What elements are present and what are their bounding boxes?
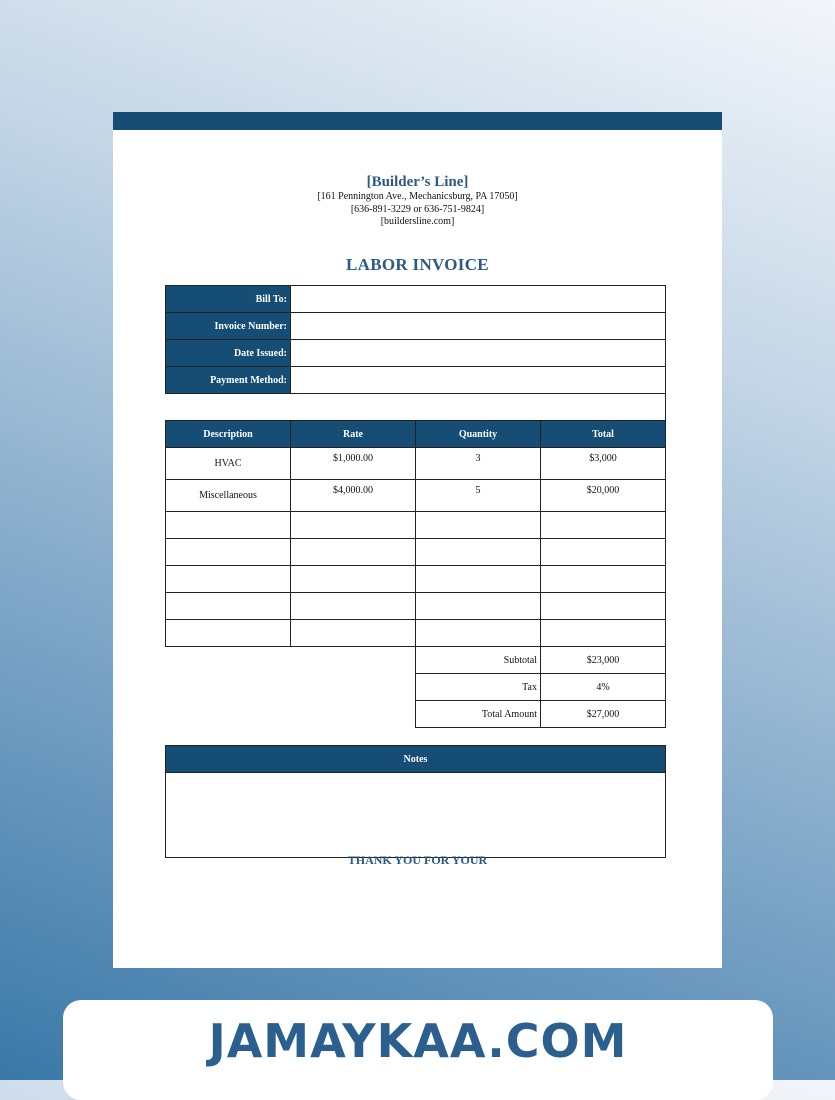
company-phone: [636-891-3229 or 636-751-9824] [350,203,485,215]
empty-cell[interactable] [166,512,291,539]
row-quantity: 5 [416,480,541,512]
date-issued-field[interactable] [291,340,666,367]
invoice-number-field[interactable] [291,313,666,340]
total-amount-value: $27,000 [541,701,666,728]
empty-cell[interactable] [166,620,291,647]
company-block [113,173,722,229]
empty-cell[interactable] [541,539,666,566]
notes-header: Notes [166,746,666,773]
row-description: HVAC [166,448,291,480]
empty-cell[interactable] [166,593,291,620]
blank-cell [291,701,416,728]
empty-cell[interactable] [291,620,416,647]
empty-cell[interactable] [541,512,666,539]
empty-cell[interactable] [416,593,541,620]
row-description: Miscellaneous [166,480,291,512]
total-amount-label: Total Amount [416,701,541,728]
row-quantity: 3 [416,448,541,480]
row-rate: $1,000.00 [291,448,416,480]
table-row-empty [166,620,666,647]
table-row-empty [166,566,666,593]
tax-row [166,674,666,701]
total-header: Total [541,421,666,448]
subtotal-label: Subtotal [416,647,541,674]
empty-cell[interactable] [291,566,416,593]
blank-cell [166,674,291,701]
company-address: [161 Pennington Ave., Mechanicsburg, PA 17050] [317,191,518,202]
blank-cell [166,701,291,728]
table-row-empty [166,593,666,620]
line-items-table [165,420,666,728]
invoice-number-label: Invoice Number: [166,313,291,340]
invoice-title: LABOR INVOICE [346,255,489,274]
invoice-page [113,112,722,968]
empty-cell[interactable] [416,512,541,539]
info-spacer-right [291,394,666,421]
bill-to-field[interactable] [291,286,666,313]
tax-value: 4% [541,674,666,701]
page-top-bar [113,112,722,130]
footer-banner [63,1000,773,1100]
table-row [166,480,666,512]
empty-cell[interactable] [541,620,666,647]
table-row-empty [166,539,666,566]
subtotal-row [166,647,666,674]
row-total: $20,000 [541,480,666,512]
empty-cell[interactable] [541,566,666,593]
notes-field[interactable] [166,773,666,858]
empty-cell[interactable] [416,539,541,566]
company-name: [Builder’s Line] [366,174,469,190]
empty-cell[interactable] [291,512,416,539]
notes-table [165,745,666,858]
company-website: [buildersline.com] [380,216,455,227]
row-rate: $4,000.00 [291,480,416,512]
total-amount-row [166,701,666,728]
tax-label: Tax [416,674,541,701]
thank-you-text: THANK YOU FOR YOUR [347,853,488,867]
empty-cell[interactable] [541,593,666,620]
table-row [166,448,666,480]
invoice-info-table [165,285,666,420]
payment-method-field[interactable] [291,367,666,394]
row-total: $3,000 [541,448,666,480]
empty-cell[interactable] [291,539,416,566]
empty-cell[interactable] [416,566,541,593]
bill-to-label: Bill To: [166,286,291,313]
date-issued-label: Date Issued: [166,340,291,367]
footer-logo-text: JAMAYKAA.COM [208,1014,628,1068]
table-row-empty [166,512,666,539]
info-spacer-left [166,394,291,421]
quantity-header: Quantity [416,421,541,448]
empty-cell[interactable] [166,566,291,593]
blank-cell [166,647,291,674]
empty-cell[interactable] [416,620,541,647]
subtotal-value: $23,000 [541,647,666,674]
rate-header: Rate [291,421,416,448]
empty-cell[interactable] [166,539,291,566]
payment-method-label: Payment Method: [166,367,291,394]
description-header: Description [166,421,291,448]
blank-cell [291,674,416,701]
blank-cell [291,647,416,674]
empty-cell[interactable] [291,593,416,620]
